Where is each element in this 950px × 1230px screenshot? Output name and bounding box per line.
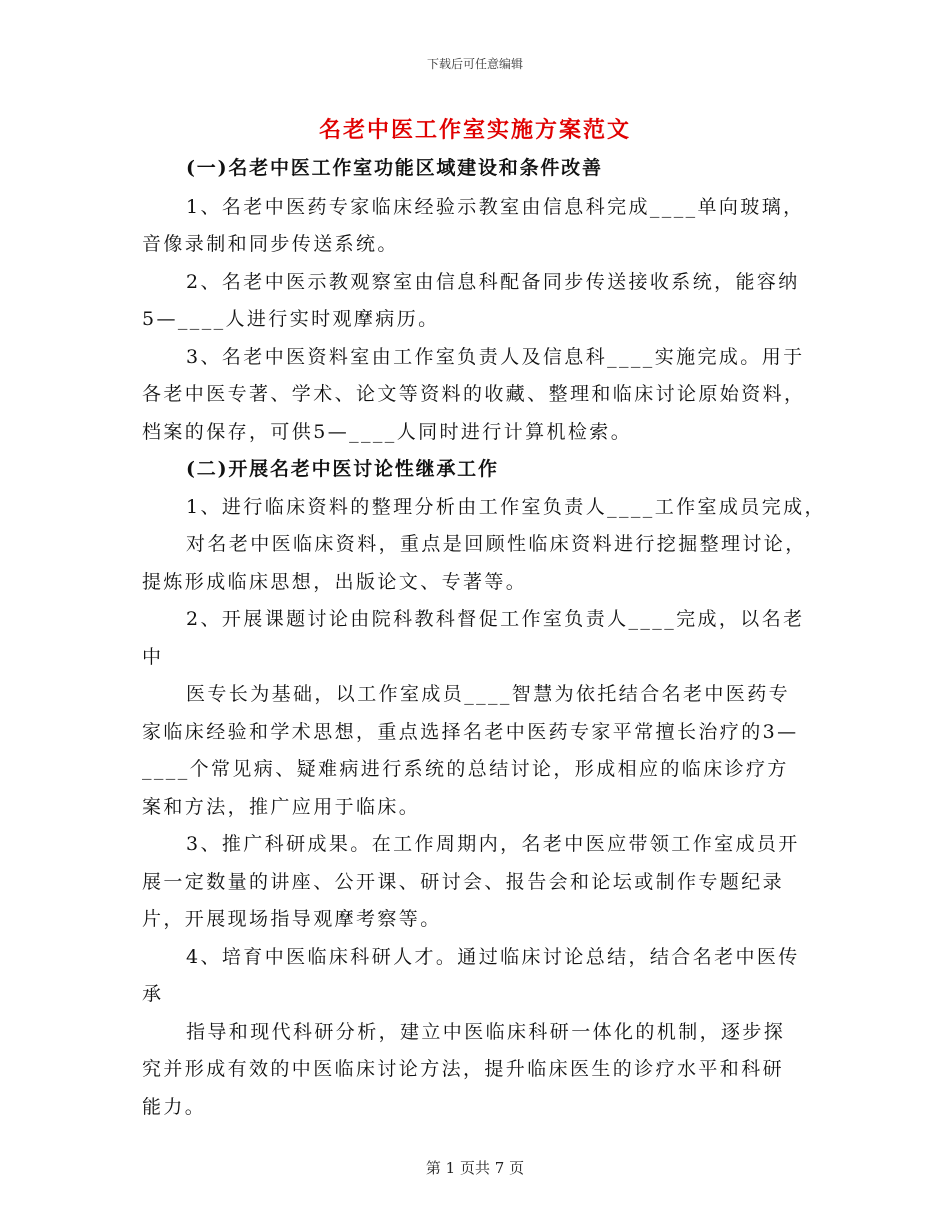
body-line: 2、开展课题讨论由院科教科督促工作室负责人____完成，以名老	[186, 608, 805, 630]
body-line: 各老中医专著、学术、论文等资料的收藏、整理和临床讨论原始资料，	[142, 383, 806, 405]
body-line: 家临床经验和学术思想，重点选择名老中医药专家平常擅长治疗的3—	[142, 721, 799, 743]
body-line: 音像录制和同步传送系统。	[142, 233, 399, 255]
page-number-footer: 第 1 页共 7 页	[425, 1159, 525, 1177]
body-line: 承	[142, 983, 164, 1005]
section-heading-1: (一)名老中医工作室功能区域建设和条件改善	[186, 157, 603, 179]
body-line: 提炼形成临床思想，出版论文、专著等。	[142, 571, 528, 593]
body-line: 对名老中医临床资料，重点是回顾性临床资料进行挖掘整理讨论，	[186, 533, 807, 555]
body-line: 展一定数量的讲座、公开课、研讨会、报告会和论坛或制作专题纪录	[142, 871, 785, 893]
body-line: 案和方法，推广应用于临床。	[142, 796, 421, 818]
body-line: 3、推广科研成果。在工作周期内，名老中医应带领工作室成员开	[186, 833, 800, 855]
body-line: ____个常见病、疑难病进行系统的总结讨论，形成相应的临床诊疗方	[142, 758, 789, 780]
document-title: 名老中医工作室实施方案范文	[318, 117, 631, 143]
body-line: 5—____人进行实时观摩病历。	[142, 308, 440, 330]
section-heading-2: (二)开展名老中医讨论性继承工作	[186, 458, 499, 480]
body-line: 指导和现代科研分析，建立中医临床科研一体化的机制，逐步探	[186, 1021, 786, 1043]
body-line: 2、名老中医示教观察室由信息科配备同步传送接收系统，能容纳	[186, 271, 800, 293]
body-line: 档案的保存，可供5—____人同时进行计算机检索。	[142, 421, 633, 443]
body-line: 医专长为基础，以工作室成员____智慧为依托结合名老中医药专	[186, 683, 791, 705]
body-line: 能力。	[142, 1096, 207, 1118]
body-line: 1、进行临床资料的整理分析由工作室负责人____工作室成员完成，	[186, 496, 826, 518]
body-line: 片，开展现场指导观摩考察等。	[142, 908, 442, 930]
body-line: 究并形成有效的中医临床讨论方法，提升临床医生的诊疗水平和科研	[142, 1058, 785, 1080]
body-line: 中	[142, 646, 164, 668]
header-note: 下载后可任意编辑	[426, 57, 523, 71]
body-line: 1、名老中医药专家临床经验示教室由信息科完成____单向玻璃，	[186, 196, 805, 218]
body-line: 3、名老中医资料室由工作室负责人及信息科____实施完成。用于	[186, 346, 805, 368]
body-line: 4、培育中医临床科研人才。通过临床讨论总结，结合名老中医传	[186, 946, 800, 968]
